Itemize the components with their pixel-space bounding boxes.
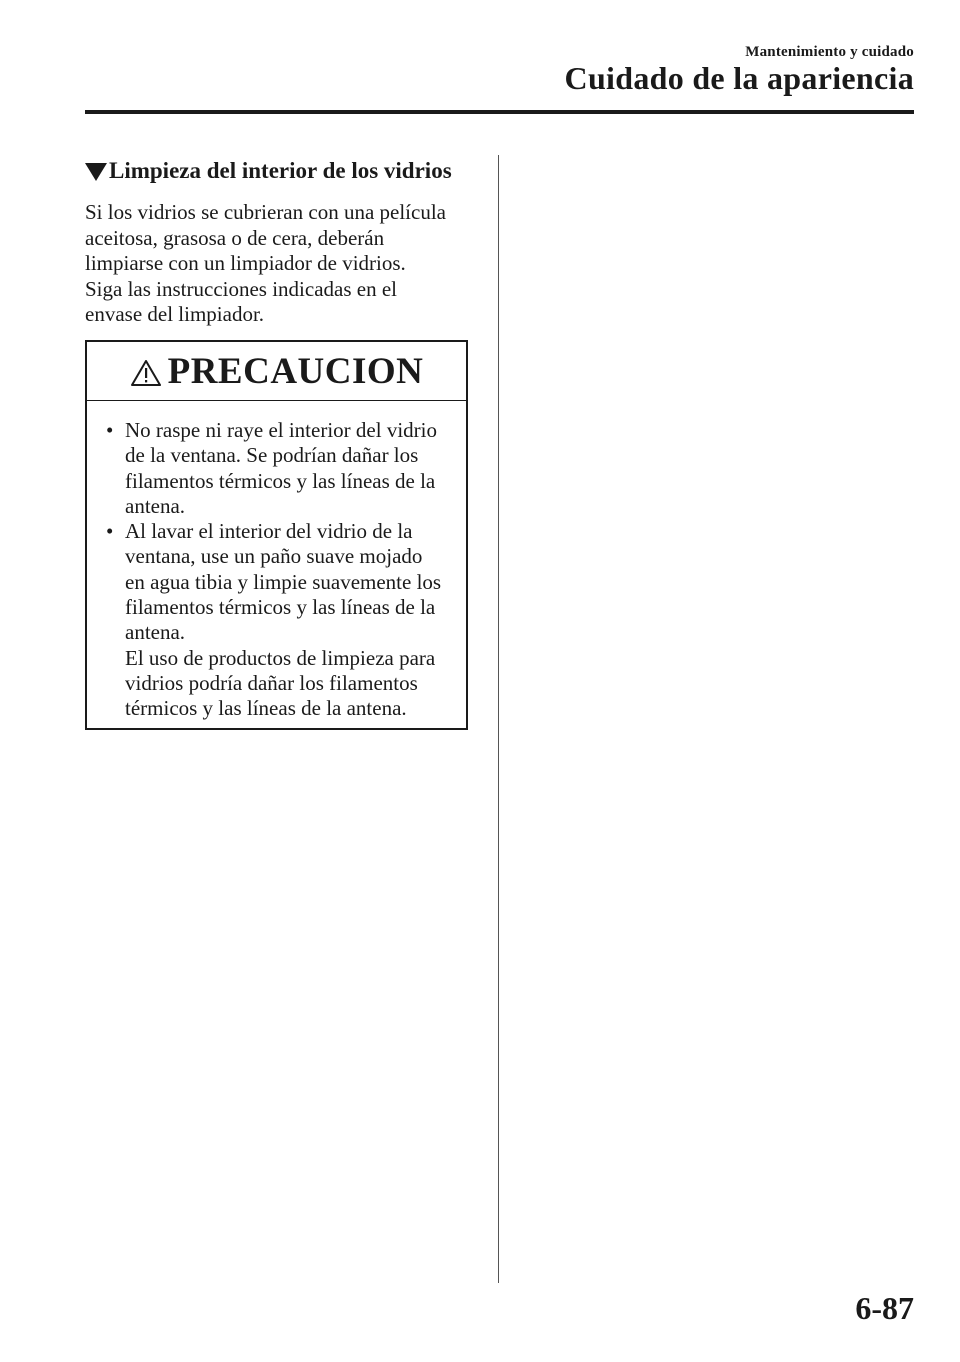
body-line: Si los vidrios se cubrieran con una película bbox=[85, 200, 446, 224]
caution-box bbox=[85, 340, 468, 730]
caution-line: El uso de productos de limpieza para bbox=[125, 645, 436, 670]
body-line: limpiarse con un limpiador de vidrios. bbox=[85, 251, 406, 275]
body-line: aceitosa, grasosa o de cera, deberán bbox=[85, 225, 385, 250]
header-section-title: Cuidado de la apariencia bbox=[564, 60, 914, 96]
bullet-icon: • bbox=[106, 519, 114, 544]
section-heading bbox=[85, 158, 452, 184]
header-rule bbox=[85, 110, 914, 114]
section-heading-text: Limpieza del interior de los vidrios bbox=[109, 158, 452, 183]
caution-line: antena. bbox=[125, 620, 186, 645]
caution-line: ventana, use un paño suave mojado bbox=[125, 544, 423, 569]
caution-title: PRECAUCION bbox=[167, 350, 424, 392]
caution-line: vidrios podría dañar los filamentos bbox=[125, 670, 418, 695]
body-paragraph bbox=[85, 200, 485, 328]
warning-triangle-icon bbox=[130, 359, 162, 387]
caution-line: Al lavar el interior del vidrio de la bbox=[125, 519, 413, 544]
caution-list bbox=[101, 418, 466, 722]
caution-line: filamentos térmicos y las líneas de la bbox=[125, 468, 436, 493]
caution-line: No raspe ni raye el interior del vidrio bbox=[125, 418, 437, 442]
header-chapter: Mantenimiento y cuidado bbox=[745, 44, 914, 60]
caution-item bbox=[101, 519, 466, 721]
caution-item bbox=[101, 418, 466, 519]
page-number: 6-87 bbox=[855, 1290, 914, 1326]
caution-line: antena. bbox=[125, 493, 186, 518]
caution-line: filamentos térmicos y las líneas de la bbox=[125, 595, 436, 620]
caution-line: en agua tibia y limpie suavemente los bbox=[125, 569, 442, 594]
down-triangle-icon bbox=[85, 163, 107, 181]
bullet-icon: • bbox=[106, 418, 114, 442]
body-line: Siga las instrucciones indicadas en el bbox=[85, 276, 397, 301]
caution-title-row bbox=[87, 342, 466, 401]
body-line: envase del limpiador. bbox=[85, 302, 265, 326]
caution-line: de la ventana. Se podrían dañar los bbox=[125, 443, 419, 468]
caution-line: térmicos y las líneas de la antena. bbox=[125, 696, 407, 721]
column-divider bbox=[498, 155, 499, 1283]
